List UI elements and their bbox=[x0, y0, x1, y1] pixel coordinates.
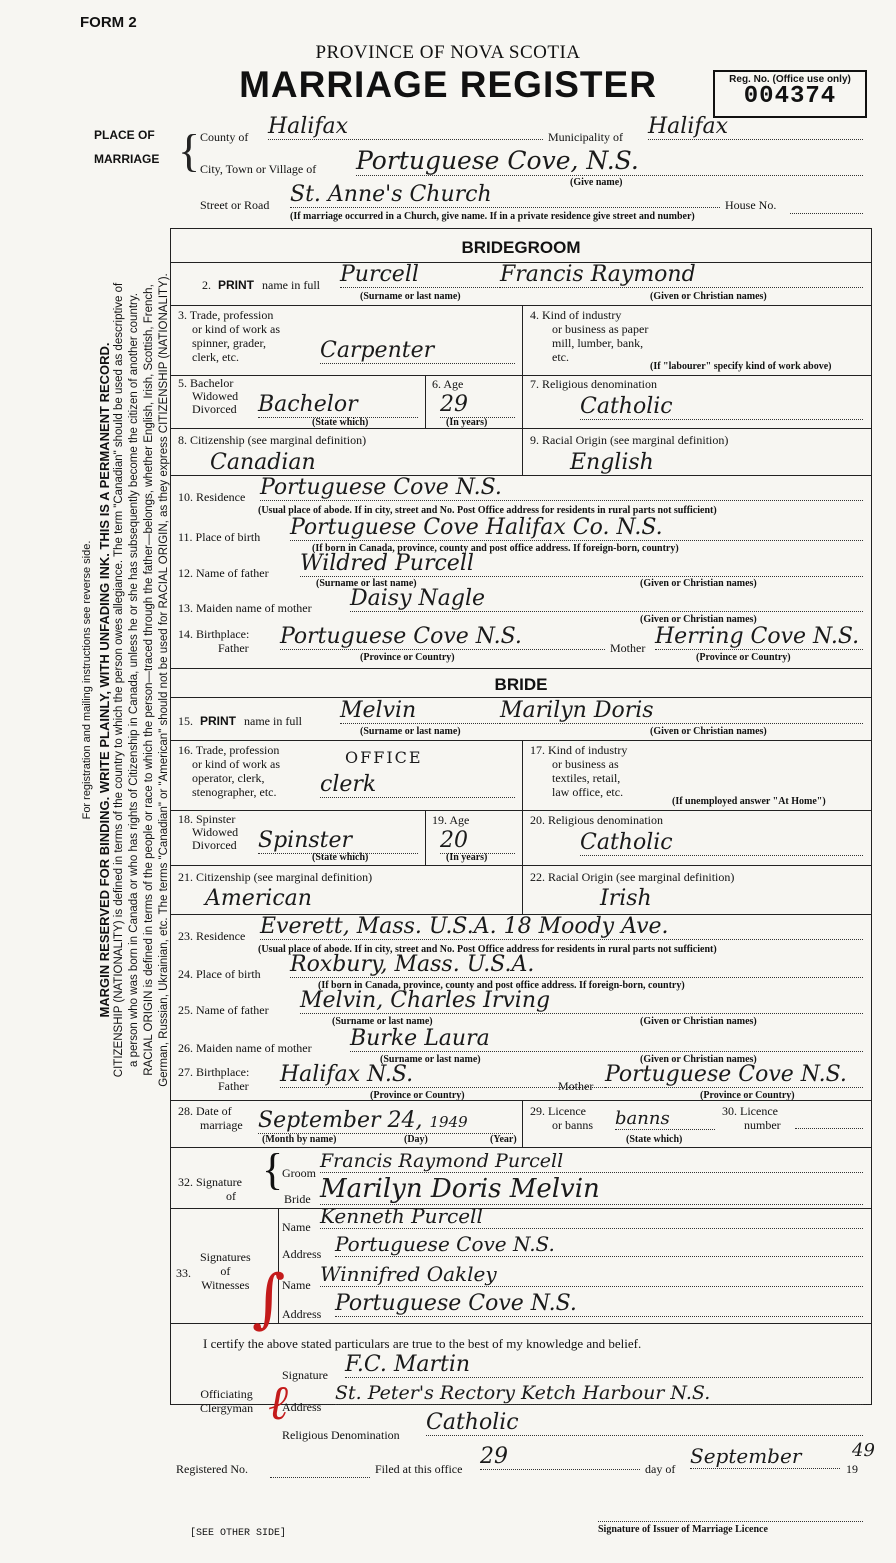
bride-birth-note: (If born in Canada, province, county and post office address. If foreign-born, country) bbox=[318, 980, 685, 991]
certify-statement: I certify the above stated particulars are true to the best of my knowledge and belief. bbox=[203, 1336, 642, 1351]
f32-label: 32. Signature of bbox=[178, 1175, 242, 1203]
f20-label: 20. Religious denomination bbox=[530, 813, 663, 827]
give-name-note: (Give name) bbox=[570, 177, 623, 188]
groom-mother[interactable]: Daisy Nagle bbox=[350, 586, 863, 612]
bride-father-prov-note: (Province or Country) bbox=[370, 1090, 465, 1101]
year-prefix: 19 bbox=[846, 1462, 858, 1476]
officiating-clergyman-label: Officiating Clergyman bbox=[200, 1387, 254, 1415]
banns-value[interactable]: banns bbox=[615, 1108, 715, 1130]
witness2-address[interactable]: Portuguese Cove N.S. bbox=[335, 1291, 863, 1317]
f15-number: 15. bbox=[178, 714, 193, 728]
year-note: (Year) bbox=[490, 1134, 517, 1145]
f30-label: 30. Licence number bbox=[722, 1104, 781, 1132]
bride-residence-note: (Usual place of abode. If in city, street and No. Post Office address for residents in rural parts not sufficient) bbox=[258, 944, 717, 955]
see-other-side: [SEE OTHER SIDE] bbox=[190, 1528, 287, 1539]
f17-label: 17. Kind of industry or business as textiles, retail, law office, etc. bbox=[530, 743, 628, 799]
bride-mother-surname-note: (Surname or last name) bbox=[380, 1054, 481, 1065]
groom-signature[interactable]: Francis Raymond Purcell bbox=[320, 1150, 863, 1173]
bridegroom-heading: BRIDEGROOM bbox=[461, 238, 581, 257]
county-label: County of bbox=[200, 130, 249, 144]
print-label: PRINT bbox=[218, 278, 254, 292]
marriage-date[interactable]: September 24, 1949 bbox=[258, 1108, 513, 1134]
clergy-signature[interactable]: F.C. Martin bbox=[345, 1352, 863, 1378]
bride-age[interactable]: 20 bbox=[440, 828, 515, 854]
f11-label: 11. Place of birth bbox=[178, 530, 261, 544]
groom-trade[interactable]: Carpenter bbox=[320, 338, 515, 364]
day-note: (Day) bbox=[404, 1134, 428, 1145]
denomination-label: Religious Denomination bbox=[282, 1428, 400, 1442]
groom-residence[interactable]: Portuguese Cove N.S. bbox=[260, 475, 863, 501]
f19-label: 19. Age bbox=[432, 813, 470, 827]
birth-note: (If born in Canada, province, county and post office address. If foreign-born, country) bbox=[312, 543, 679, 554]
form-number: FORM 2 bbox=[80, 14, 137, 31]
red-initial-mark-icon: ℓ bbox=[268, 1375, 288, 1431]
f25-label: 25. Name of father bbox=[178, 1003, 269, 1017]
municipality-value[interactable]: Halifax bbox=[648, 114, 863, 140]
bride-mother-birthplace[interactable]: Portuguese Cove N.S. bbox=[605, 1062, 863, 1088]
reg-number: 004374 bbox=[743, 83, 837, 110]
city-label: City, Town or Village of bbox=[200, 162, 317, 176]
witness1-address[interactable]: Portuguese Cove N.S. bbox=[335, 1232, 863, 1257]
f33-label: 33. bbox=[176, 1266, 191, 1280]
f2-label: name in full bbox=[262, 278, 320, 292]
registered-label: Registered No. bbox=[176, 1462, 248, 1476]
state-which-note: (State which) bbox=[312, 417, 369, 428]
place-label: PLACE OF bbox=[94, 128, 155, 142]
bride-trade-line2[interactable]: clerk bbox=[320, 772, 515, 798]
bride-residence[interactable]: Everett, Mass. U.S.A. 18 Moody Ave. bbox=[260, 914, 863, 940]
margin-line-6: German, Russian, Ukrainian, etc. The terms "Canadian" or "American" should not be used for RACIAL ORIGIN, as they express CITIZENSHIP (NATIONALITY). bbox=[158, 273, 170, 1087]
in-years-note: (In years) bbox=[446, 417, 488, 428]
f14-label: 14. Birthplace: Father bbox=[178, 627, 250, 655]
clergy-sig-label: Signature bbox=[282, 1368, 328, 1382]
given-note: (Given or Christian names) bbox=[650, 291, 767, 302]
bride-religion[interactable]: Catholic bbox=[580, 830, 863, 856]
reg-number-box bbox=[713, 70, 867, 118]
bride-trade-line1[interactable]: OFFICE bbox=[345, 748, 423, 767]
groom-racial-origin[interactable]: English bbox=[570, 450, 654, 475]
w1-address-label: Address bbox=[282, 1247, 322, 1261]
witness2-name[interactable]: Winnifred Oakley bbox=[320, 1262, 863, 1287]
filed-day[interactable]: 29 bbox=[480, 1444, 640, 1470]
f12-label: 12. Name of father bbox=[178, 566, 269, 580]
bride-given-note: (Given or Christian names) bbox=[650, 726, 767, 737]
red-check-mark-icon: ∫ bbox=[252, 1262, 286, 1336]
clergy-address-label: Address bbox=[282, 1400, 322, 1414]
page-title: MARRIAGE REGISTER bbox=[239, 64, 657, 105]
bride-given-names[interactable]: Marilyn Doris bbox=[500, 698, 863, 724]
f27-label: 27. Birthplace: Father bbox=[178, 1065, 250, 1093]
bride-surname-note: (Surname or last name) bbox=[360, 726, 461, 737]
f26-label: 26. Maiden name of mother bbox=[178, 1041, 312, 1055]
witnesses-label: Signatures of Witnesses bbox=[200, 1250, 251, 1292]
groom-birthplace[interactable]: Portuguese Cove Halifax Co. N.S. bbox=[290, 515, 863, 541]
w2-name-label: Name bbox=[282, 1278, 311, 1292]
groom-status[interactable]: Bachelor bbox=[258, 392, 418, 418]
bride-surname[interactable]: Melvin bbox=[340, 698, 500, 724]
registered-number-field[interactable] bbox=[270, 1476, 370, 1478]
brace-icon: { bbox=[178, 125, 201, 176]
bride-father-given-note: (Given or Christian names) bbox=[640, 1016, 757, 1027]
f15-label: name in full bbox=[244, 714, 302, 728]
groom-mother-birthplace[interactable]: Herring Cove N.S. bbox=[655, 624, 863, 650]
bride-father[interactable]: Melvin, Charles Irving bbox=[300, 988, 863, 1014]
bride-signature[interactable]: Marilyn Doris Melvin bbox=[320, 1174, 863, 1205]
f8-label: 8. Citizenship (see marginal definition) bbox=[178, 433, 367, 447]
residence-note: (Usual place of abode. If in city, street and No. Post Office address for residents in rural parts not sufficient) bbox=[258, 505, 717, 516]
bride-heading: BRIDE bbox=[494, 675, 548, 694]
licence-number-field[interactable] bbox=[795, 1127, 863, 1129]
province-heading: PROVINCE OF NOVA SCOTIA bbox=[315, 42, 581, 63]
f4-note: (If "labourer" specify kind of work above) bbox=[650, 361, 832, 372]
bride-state-which: (State which) bbox=[312, 852, 369, 863]
month-note: (Month by name) bbox=[262, 1134, 337, 1145]
groom-surname[interactable]: Purcell bbox=[340, 262, 500, 288]
filed-year[interactable]: 49 bbox=[852, 1440, 875, 1461]
bride-mother-prov-note: (Province or Country) bbox=[700, 1090, 795, 1101]
f6-label: 6. Age bbox=[432, 377, 464, 391]
f3-label: 3. Trade, profession or kind of work as spinner, grader, clerk, etc. bbox=[178, 308, 280, 364]
issuer-signature-line[interactable] bbox=[598, 1520, 863, 1522]
street-value[interactable]: St. Anne's Church bbox=[290, 182, 720, 208]
clergy-address[interactable]: St. Peter's Rectory Ketch Harbour N.S. bbox=[335, 1382, 863, 1405]
clergy-denomination[interactable]: Catholic bbox=[426, 1410, 863, 1436]
f4-label: 4. Kind of industry or business as paper mill, lumber, bank, etc. bbox=[530, 308, 649, 364]
f9-label: 9. Racial Origin (see marginal definition) bbox=[530, 433, 729, 447]
sig-brace-icon: { bbox=[262, 1145, 284, 1194]
margin-line-1: For registration and mailing instructions see reverse side. bbox=[81, 540, 93, 820]
bride-father-surname-note: (Surname or last name) bbox=[332, 1016, 433, 1027]
f18-label: 18. Spinster Widowed Divorced bbox=[178, 812, 239, 852]
f28-label: 28. Date of marriage bbox=[178, 1104, 243, 1132]
bride-print-label: PRINT bbox=[200, 714, 236, 728]
margin-line-2: MARGIN RESERVED FOR BINDING. WRITE PLAINLY, WITH UNFADING INK. THIS IS A PERMANENT RECORD. bbox=[97, 342, 112, 1018]
street-label: Street or Road bbox=[200, 198, 270, 212]
mother-prov-note: (Province or Country) bbox=[696, 652, 791, 663]
bride-birthplace[interactable]: Roxbury, Mass. U.S.A. bbox=[290, 952, 863, 978]
filed-month[interactable]: September bbox=[690, 1444, 840, 1469]
bride-mother-given-note: (Given or Christian names) bbox=[640, 1054, 757, 1065]
father-given-note: (Given or Christian names) bbox=[640, 578, 757, 589]
f7-label: 7. Religious denomination bbox=[530, 377, 657, 391]
f5-label: 5. Bachelor Widowed Divorced bbox=[178, 376, 239, 416]
mother-given-note: (Given or Christian names) bbox=[640, 614, 757, 625]
groom-given-names[interactable]: Francis Raymond bbox=[500, 262, 863, 288]
house-field[interactable] bbox=[790, 212, 863, 214]
filed-label: Filed at this office bbox=[375, 1462, 463, 1476]
municipality-label: Municipality of bbox=[548, 130, 623, 144]
margin-line-5: RACIAL ORIGIN is defined in terms of the people or race to which the person—traced through the father—belongs, whether English, Irish, Scottish, French, bbox=[143, 284, 155, 1076]
bride-status[interactable]: Spinster bbox=[258, 828, 418, 854]
bride-racial-origin[interactable]: Irish bbox=[600, 886, 652, 911]
groom-father-birthplace[interactable]: Portuguese Cove N.S. bbox=[280, 624, 605, 650]
day-of-label: day of bbox=[645, 1462, 676, 1476]
surname-note: (Surname or last name) bbox=[360, 291, 461, 302]
f16-label: 16. Trade, profession or kind of work as operator, clerk, stenographer, etc. bbox=[178, 743, 280, 799]
w1-name-label: Name bbox=[282, 1220, 311, 1234]
f10-label: 10. Residence bbox=[178, 490, 246, 504]
marriage-label: MARRIAGE bbox=[94, 152, 160, 166]
f29-label: 29. Licence or banns bbox=[530, 1104, 593, 1132]
groom-citizenship[interactable]: Canadian bbox=[210, 450, 316, 475]
margin-line-4: a person who was born in Canada or who has rights of Citizenship in Canada, unless he or she has subsequently become the citizen of another country. bbox=[128, 293, 140, 1067]
w2-address-label: Address bbox=[282, 1307, 322, 1321]
groom-religion[interactable]: Catholic bbox=[580, 394, 863, 420]
f22-label: 22. Racial Origin (see marginal definition) bbox=[530, 870, 735, 884]
bride-mother[interactable]: Burke Laura bbox=[350, 1026, 863, 1052]
issuer-signature-label: Signature of Issuer of Marriage Licence bbox=[598, 1524, 768, 1535]
county-value[interactable]: Halifax bbox=[268, 114, 543, 140]
groom-father[interactable]: Wildred Purcell bbox=[300, 551, 863, 577]
father-prov-note: (Province or Country) bbox=[360, 652, 455, 663]
bride-citizenship[interactable]: American bbox=[205, 886, 312, 911]
f2-number: 2. bbox=[202, 278, 211, 292]
street-note: (If marriage occurred in a Church, give name. If in a private residence give street and number) bbox=[290, 211, 695, 222]
f21-label: 21. Citizenship (see marginal definition) bbox=[178, 870, 373, 884]
bride-father-birthplace[interactable]: Halifax N.S. bbox=[280, 1062, 605, 1088]
groom-age[interactable]: 29 bbox=[440, 392, 515, 418]
f24-label: 24. Place of birth bbox=[178, 967, 261, 981]
f17-note: (If unemployed answer "At Home") bbox=[672, 796, 826, 807]
house-label: House No. bbox=[725, 198, 777, 212]
margin-instructions bbox=[80, 60, 172, 1300]
banns-state-note: (State which) bbox=[626, 1134, 683, 1145]
bride-in-years: (In years) bbox=[446, 852, 488, 863]
bride-mother-label: Mother bbox=[558, 1079, 594, 1093]
father-surname-note: (Surname or last name) bbox=[316, 578, 417, 589]
f13-label: 13. Maiden name of mother bbox=[178, 601, 312, 615]
groom-sig-label: Groom bbox=[282, 1166, 316, 1180]
city-value[interactable]: Portuguese Cove, N.S. bbox=[356, 146, 863, 176]
witness1-name[interactable]: Kenneth Purcell bbox=[320, 1204, 863, 1229]
margin-line-3: CITIZENSHIP (NATIONALITY) is defined in terms of the country to which the person owes allegiance. The term "Canadian" should be used as descriptive of bbox=[113, 282, 125, 1078]
bride-sig-label: Bride bbox=[284, 1192, 311, 1206]
mother-label: Mother bbox=[610, 641, 646, 655]
reg-number-label: Reg. No. (Office use only) bbox=[729, 74, 851, 85]
f23-label: 23. Residence bbox=[178, 929, 246, 943]
